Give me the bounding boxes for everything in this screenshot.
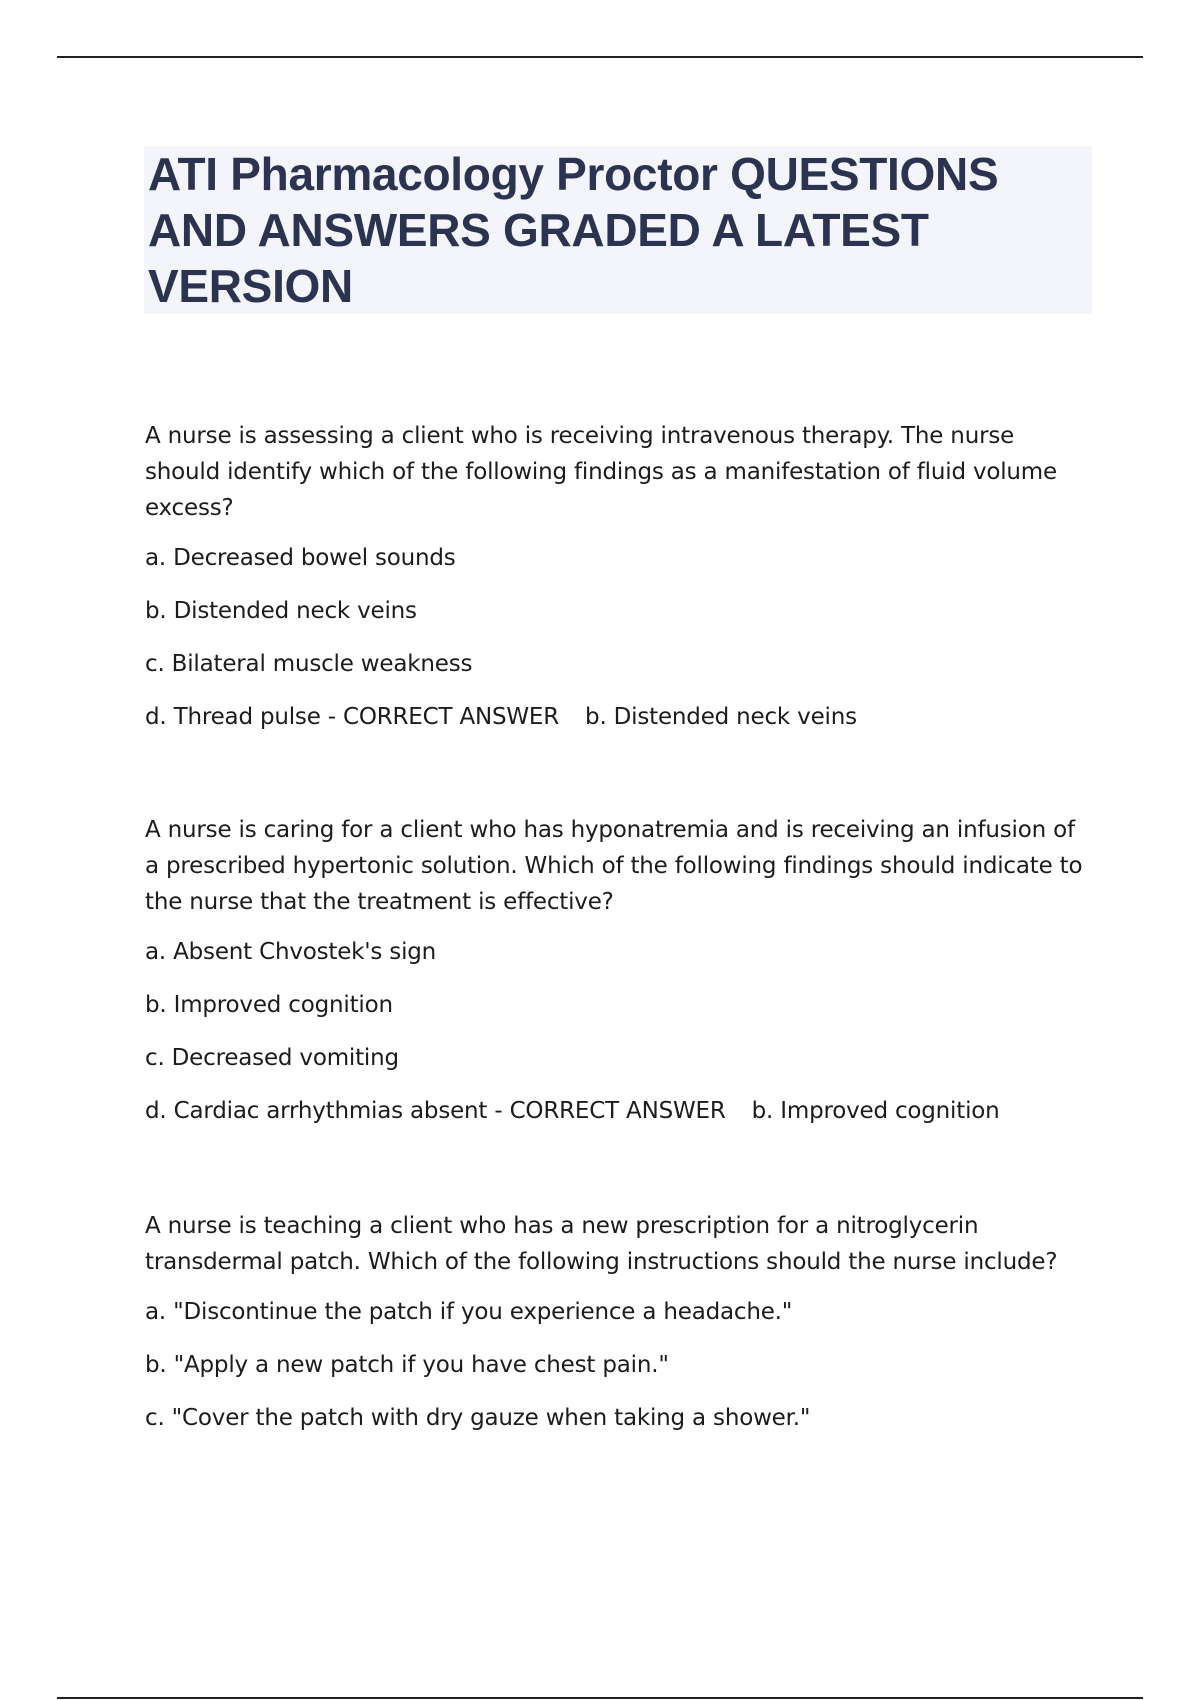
answer-option-c: c. Bilateral muscle weakness — [145, 651, 473, 677]
document-title: ATI Pharmacology Proctor QUESTIONS AND ANSWERS GRADED A LATEST VERSION — [148, 148, 999, 312]
question-block-2 — [145, 812, 1095, 1146]
answer-option-d-with-correct-answer — [145, 699, 1095, 752]
top-divider — [57, 56, 1143, 58]
question-text: A nurse is teaching a client who has a new prescription for a nitroglycerin transdermal patch. Which of the following instructions should the nurse include? — [145, 1213, 1058, 1275]
answer-option-c: c. Decreased vomiting — [145, 1045, 399, 1071]
correct-answer: b. Distended neck veins — [585, 704, 857, 730]
answer-option-b: b. Improved cognition — [145, 992, 393, 1018]
answer-option-d: d. Thread pulse - CORRECT ANSWER — [145, 704, 560, 730]
answer-option-d: d. Cardiac arrhythmias absent - CORRECT ANSWER — [145, 1098, 726, 1124]
answer-option-a: a. "Discontinue the patch if you experience a headache." — [145, 1299, 793, 1325]
answer-option-b: b. "Apply a new patch if you have chest pain." — [145, 1352, 669, 1378]
answer-option-b: b. Distended neck veins — [145, 598, 417, 624]
answer-option-d-with-correct-answer — [145, 1093, 1095, 1146]
question-text: A nurse is caring for a client who has hyponatremia and is receiving an infusion of a prescribed hypertonic solution. Which of the following findings should indicate to the nurse that the treatment is effective? — [145, 817, 1083, 915]
title-banner — [144, 146, 1092, 314]
answer-option-a: a. Decreased bowel sounds — [145, 545, 456, 571]
question-text: A nurse is assessing a client who is receiving intravenous therapy. The nurse should identify which of the following findings as a manifestation of fluid volume excess? — [145, 423, 1057, 521]
answer-option-c: c. "Cover the patch with dry gauze when taking a shower." — [145, 1405, 811, 1431]
question-block-1 — [145, 418, 1095, 752]
correct-answer: b. Improved cognition — [751, 1098, 1000, 1124]
question-block-3 — [145, 1208, 1095, 1453]
bottom-divider — [57, 1697, 1143, 1699]
answer-option-a: a. Absent Chvostek's sign — [145, 939, 437, 965]
